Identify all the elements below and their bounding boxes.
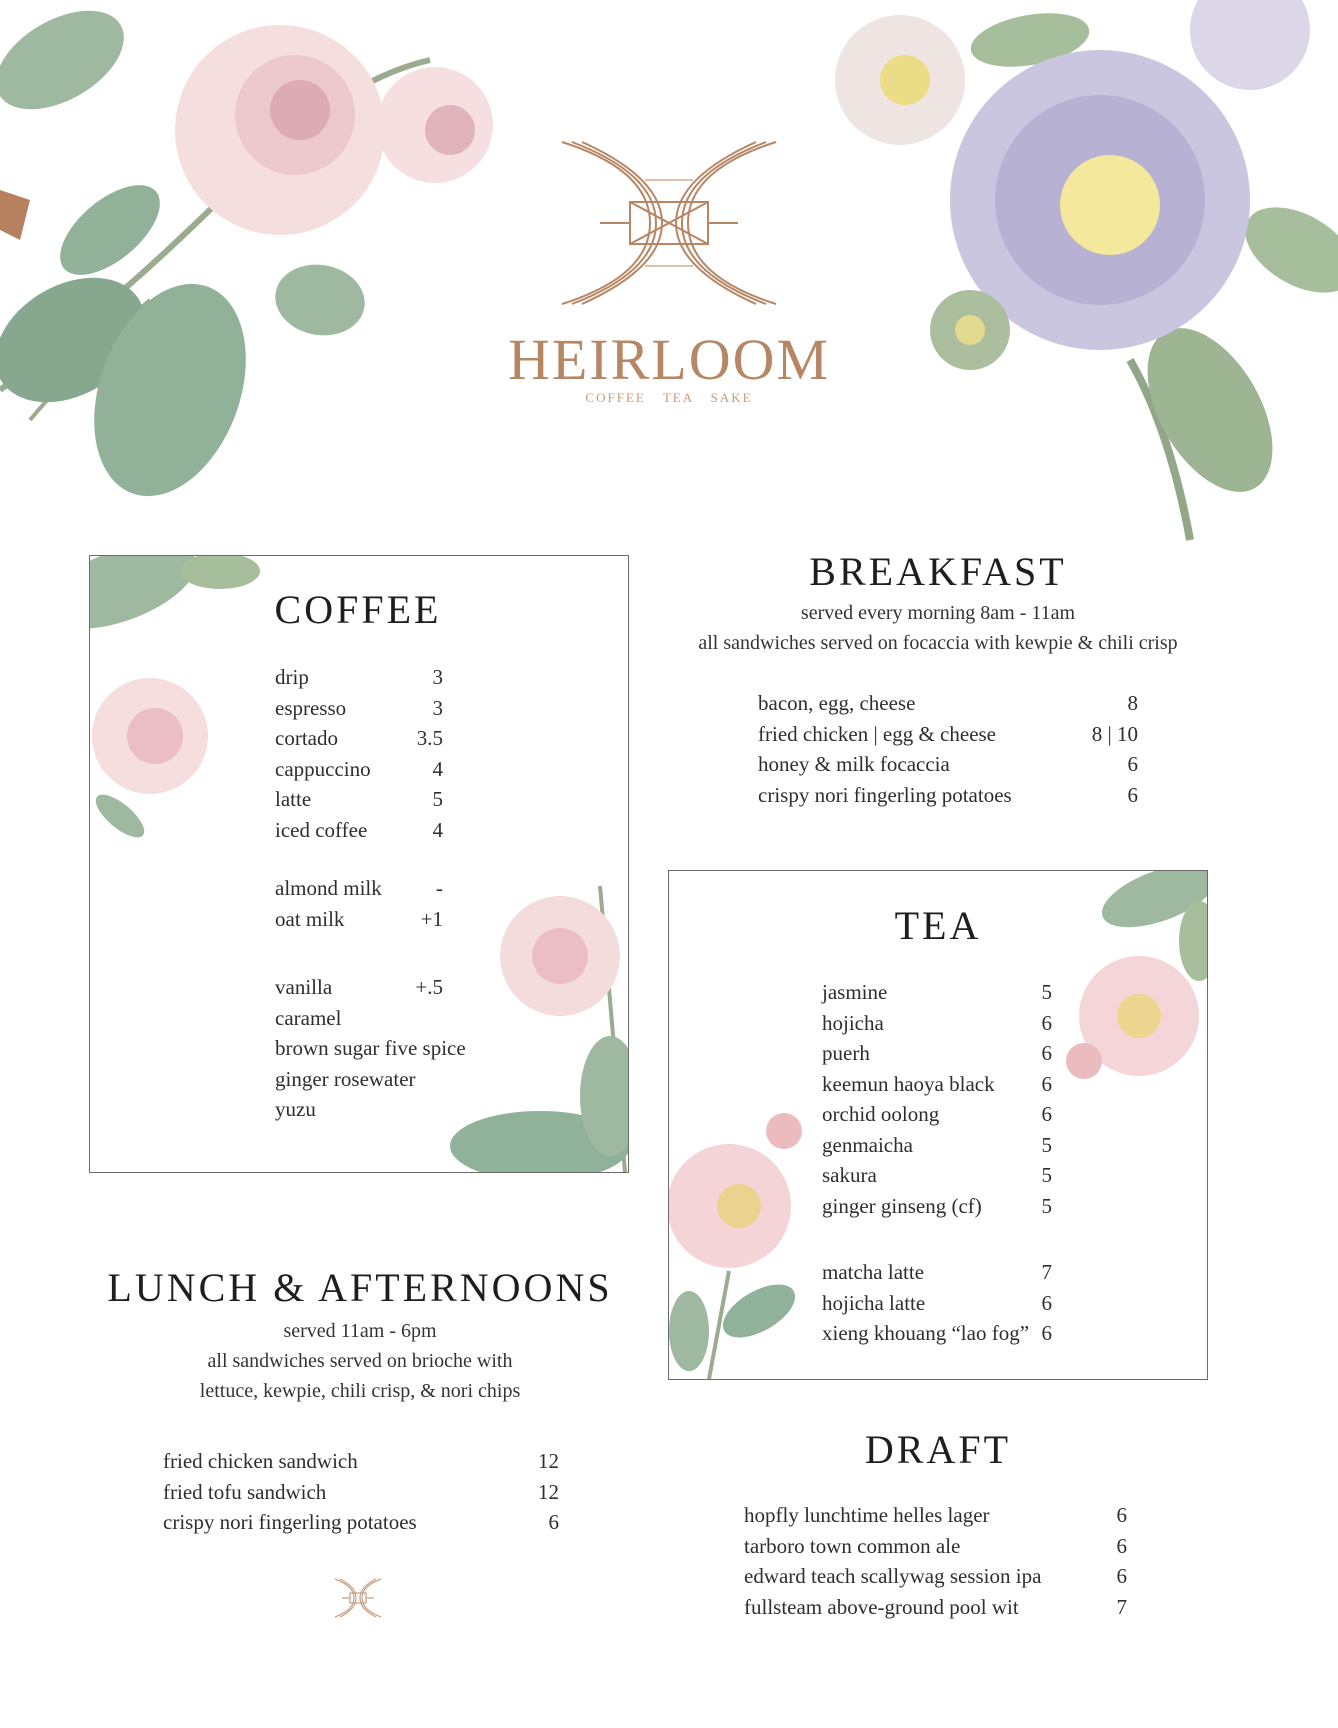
item-price: 5 [1041, 980, 1052, 1004]
item-price: +1 [420, 906, 443, 931]
item-price: 8 [1127, 691, 1138, 715]
item-name: crispy nori fingerling potatoes [758, 782, 1012, 807]
item-price: - [436, 876, 443, 900]
item-price: 6 [1116, 1533, 1127, 1558]
item-name: matcha latte [822, 1260, 925, 1284]
heirloom-logo-mark [560, 140, 778, 306]
breakfast-heading: BREAKFAST [809, 549, 1067, 594]
item-name: yuzu [275, 1097, 316, 1121]
item-price: 5 [1041, 1132, 1052, 1157]
item-price: 6 [1041, 1321, 1052, 1345]
lunch-note-2: lettuce, kewpie, chili crisp, & nori chips [199, 1380, 521, 1402]
tea-item [822, 1192, 1052, 1220]
item-price: 6 [1116, 1564, 1127, 1588]
lunch-hours: served 11am - 6pm [283, 1320, 437, 1342]
tea-item [822, 1161, 1052, 1189]
item-price: 5 [432, 787, 443, 811]
syrup-option-item [275, 1004, 443, 1032]
item-name: crispy nori fingerling potatoes [163, 1510, 417, 1534]
item-name: ginger ginseng (cf) [822, 1193, 982, 1218]
item-name: fried chicken | egg & cheese [758, 721, 997, 746]
breakfast-hours: served every morning 8am - 11am [800, 602, 1076, 624]
tea-latte-item [822, 1258, 1052, 1286]
item-name: cappuccino [275, 756, 371, 781]
item-name: espresso [275, 695, 347, 720]
item-price: 7 [1041, 1260, 1052, 1284]
small-logo-mark [334, 1578, 382, 1618]
item-name: iced coffee [275, 817, 368, 842]
milk-option-item [275, 874, 443, 902]
item-name: sakura [822, 1163, 877, 1187]
item-name: keemun haoya black [822, 1071, 995, 1096]
coffee-drink-item [275, 755, 443, 783]
coffee-drink-item [275, 663, 443, 691]
item-price: 7 [1116, 1594, 1127, 1619]
tea-item [822, 1070, 1052, 1098]
milk-option-item [275, 905, 443, 933]
item-name: puerh [822, 1041, 870, 1065]
item-name: xieng khouang “lao fog” [822, 1321, 1030, 1345]
item-name: edward teach scallywag session ipa [744, 1564, 1042, 1588]
item-name: cortado [275, 726, 338, 750]
item-price: 3.5 [416, 726, 443, 750]
tea-item [822, 1039, 1052, 1067]
item-name: tarboro town common ale [744, 1533, 961, 1558]
item-name: caramel [275, 1005, 342, 1030]
coffee-drink-item [275, 724, 443, 752]
lunch-item [163, 1508, 559, 1536]
breakfast-note: all sandwiches served on focaccia with kewpie & chili crisp [698, 632, 1178, 654]
item-price: 6 [1041, 1041, 1052, 1065]
item-name: jasmine [822, 980, 888, 1004]
item-price: 5 [1041, 1193, 1052, 1218]
item-name: oat milk [275, 906, 345, 931]
coffee-drink-item [275, 694, 443, 722]
item-price: +.5 [415, 975, 443, 999]
lunch-note-1: all sandwiches served on brioche with [207, 1350, 513, 1372]
item-name: honey & milk focaccia [758, 752, 950, 776]
item-price: 6 [548, 1510, 559, 1534]
tea-latte-item [822, 1289, 1052, 1317]
item-price: 3 [432, 665, 443, 689]
item-price: 4 [432, 756, 443, 781]
tea-latte-item [822, 1319, 1052, 1347]
tea-item [822, 1131, 1052, 1159]
item-price: 12 [538, 1479, 559, 1504]
draft-heading: DRAFT [864, 1427, 1012, 1472]
draft-beer-item [744, 1562, 1127, 1590]
item-price: 6 [1041, 1071, 1052, 1096]
item-name: ginger rosewater [275, 1066, 416, 1091]
item-name: brown sugar five spice [275, 1036, 466, 1060]
item-price: 6 [1127, 782, 1138, 807]
syrup-option-item [275, 1095, 443, 1123]
aster-illustration-top-right [830, 0, 1338, 560]
tea-item [822, 1009, 1052, 1037]
lunch-heading: LUNCH & AFTERNOONS [107, 1265, 613, 1310]
breakfast-item [758, 750, 1138, 778]
syrup-option-item [275, 1034, 466, 1062]
coffee-heading: COFFEE [274, 587, 442, 632]
draft-beer-item [744, 1593, 1127, 1621]
item-name: hopfly lunchtime helles lager [744, 1503, 990, 1527]
breakfast-item [758, 720, 1138, 748]
item-price: 6 [1041, 1010, 1052, 1035]
item-price: 3 [432, 695, 443, 720]
tea-heading: TEA [894, 903, 982, 948]
item-name: vanilla [275, 975, 333, 999]
tea-item [822, 978, 1052, 1006]
rose-illustration-top-left [0, 0, 520, 530]
coffee-drink-item [275, 785, 443, 813]
item-name: fried chicken sandwich [163, 1449, 358, 1473]
item-name: hojicha [822, 1010, 884, 1035]
breakfast-item [758, 689, 1138, 717]
breakfast-item [758, 781, 1138, 809]
item-price: 6 [1116, 1503, 1127, 1527]
draft-beer-item [744, 1501, 1127, 1529]
brand-tagline: COFFEE TEA SAKE [585, 390, 753, 405]
item-name: latte [275, 787, 312, 811]
item-name: hojicha latte [822, 1290, 926, 1315]
syrup-option-item [275, 973, 443, 1001]
item-price: 8 | 10 [1091, 721, 1138, 746]
item-name: drip [275, 665, 309, 689]
item-price: 6 [1127, 752, 1138, 776]
item-price: 12 [538, 1449, 559, 1473]
item-name: genmaicha [822, 1132, 913, 1157]
item-price: 5 [1041, 1163, 1052, 1187]
lunch-item [163, 1447, 559, 1475]
tea-item [822, 1100, 1052, 1128]
item-name: almond milk [275, 876, 382, 900]
coffee-drink-item [275, 816, 443, 844]
brand-name: HEIRLOOM [507, 327, 831, 392]
item-price: 4 [432, 817, 443, 842]
item-name: fried tofu sandwich [163, 1479, 327, 1504]
lunch-item [163, 1478, 559, 1506]
item-name: orchid oolong [822, 1102, 940, 1126]
item-price: 6 [1041, 1102, 1052, 1126]
item-name: fullsteam above-ground pool wit [744, 1594, 1019, 1619]
syrup-option-item [275, 1065, 443, 1093]
item-price: 6 [1041, 1290, 1052, 1315]
draft-beer-item [744, 1532, 1127, 1560]
item-name: bacon, egg, cheese [758, 691, 916, 715]
